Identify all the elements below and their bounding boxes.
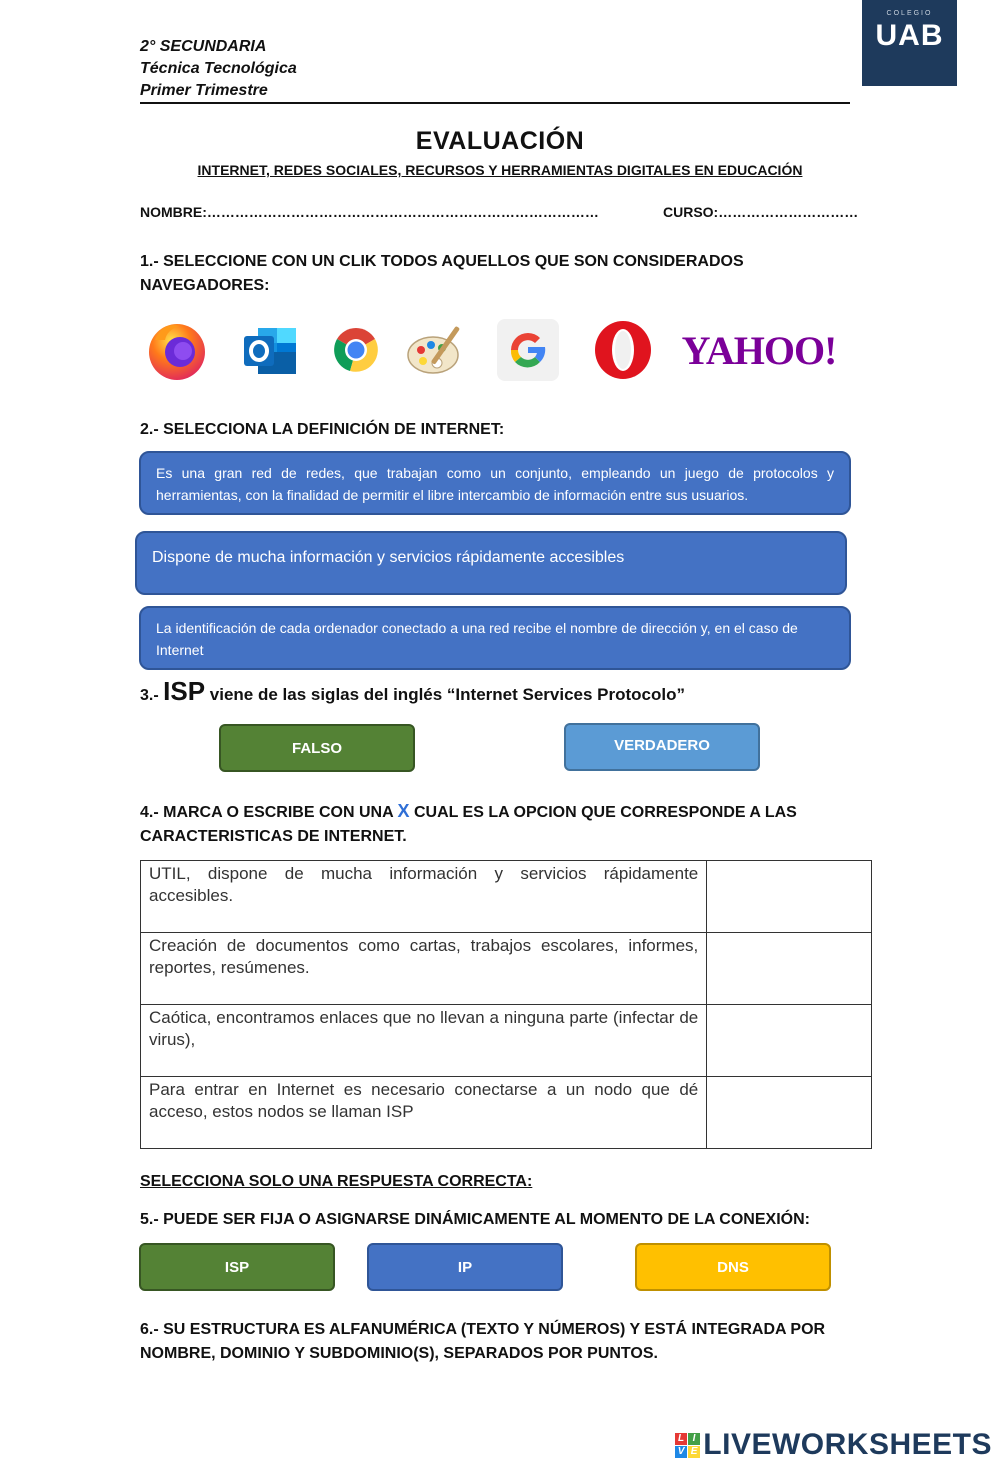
definition-option-3[interactable]: La identificación de cada ordenador conectado a una red recibe el nombre de dirección y, en el caso de Internet — [139, 606, 851, 670]
answer-cell[interactable] — [707, 861, 872, 933]
name-field-label: NOMBRE:………………………………………………………………………… — [140, 204, 599, 220]
question-4: 4.- MARCA O ESCRIBE CON UNA X CUAL ES LA OPCION QUE CORRESPONDE A LAS CARACTERISTICAS DE INTERNET. — [140, 801, 797, 845]
google-icon[interactable] — [497, 318, 559, 382]
liveworksheets-logo: L I V E LIVEWORKSHEETS — [675, 1428, 992, 1462]
firefox-icon[interactable] — [142, 318, 212, 382]
table-cell-text: Para entrar en Internet es necesario conectarse a un nodo que dé acceso, estos nodos se llaman ISP — [141, 1077, 707, 1149]
question-3: 3.- ISP viene de las siglas del inglés “Internet Services Protocolo” — [140, 676, 685, 706]
question-1: 1.- SELECCIONE CON UN CLIK TODOS AQUELLOS QUE SON CONSIDERADOS NAVEGADORES: — [140, 253, 744, 294]
definition-option-2[interactable]: Dispone de mucha información y servicios rápidamente accesibles — [135, 531, 847, 595]
characteristics-table — [140, 860, 872, 1149]
table-row — [141, 1077, 872, 1149]
course-field-label: CURSO:………………………… — [663, 204, 859, 220]
grade-label: 2° SECUNDARIA — [140, 38, 267, 55]
page-subtitle: INTERNET, REDES SOCIALES, RECURSOS Y HERRAMIENTAS DIGITALES EN EDUCACIÓN — [197, 162, 803, 178]
option-isp-button[interactable]: ISP — [139, 1243, 335, 1291]
question-5: 5.- PUEDE SER FIJA O ASIGNARSE DINÁMICAMENTE AL MOMENTO DE LA CONEXIÓN: — [140, 1211, 810, 1228]
yahoo-logo[interactable]: YAHOO! — [681, 327, 837, 373]
table-row — [141, 933, 872, 1005]
outlook-icon[interactable] — [237, 318, 303, 382]
instruction-label: SELECCIONA SOLO UNA RESPUESTA CORRECTA: — [140, 1173, 533, 1190]
header-divider — [140, 102, 850, 104]
answer-cell[interactable] — [707, 1077, 872, 1149]
paint-icon[interactable] — [404, 318, 468, 382]
subject-label: Técnica Tecnológica — [140, 60, 297, 77]
opera-icon[interactable] — [592, 318, 654, 382]
false-button[interactable]: FALSO — [219, 724, 415, 772]
question-6: 6.- SU ESTRUCTURA ES ALFANUMÉRICA (TEXTO Y NÚMEROS) Y ESTÁ INTEGRADA POR NOMBRE, DOMINIO Y SUBDOMINIO(S), SEPARADOS POR PUNTOS. — [140, 1321, 826, 1362]
true-button[interactable]: VERDADERO — [564, 723, 760, 771]
term-label: Primer Trimestre — [140, 82, 268, 99]
page-title: EVALUACIÓN — [415, 127, 585, 155]
liveworksheets-mark-icon: L I V E — [675, 1433, 700, 1458]
answer-cell[interactable] — [707, 933, 872, 1005]
chrome-icon[interactable] — [326, 318, 386, 382]
option-dns-button[interactable]: DNS — [635, 1243, 831, 1291]
question-2: 2.- SELECCIONA LA DEFINICIÓN DE INTERNET: — [140, 421, 505, 438]
answer-cell[interactable] — [707, 1005, 872, 1077]
table-row — [141, 861, 872, 933]
table-cell-text: Creación de documentos como cartas, trabajos escolares, informes, reportes, resúmenes. — [141, 933, 707, 1005]
definition-option-1[interactable]: Es una gran red de redes, que trabajan como un conjunto, empleando un juego de protocolos y herramientas, con la finalidad de permitir el libre intercambio de información entre sus usuarios. — [139, 451, 851, 515]
school-logo: COLEGIO UAB — [862, 0, 957, 86]
option-ip-button[interactable]: IP — [367, 1243, 563, 1291]
table-cell-text: UTIL, dispone de mucha información y servicios rápidamente accesibles. — [141, 861, 707, 933]
table-cell-text: Caótica, encontramos enlaces que no llevan a ninguna parte (infectar de virus), — [141, 1005, 707, 1077]
table-row — [141, 1005, 872, 1077]
